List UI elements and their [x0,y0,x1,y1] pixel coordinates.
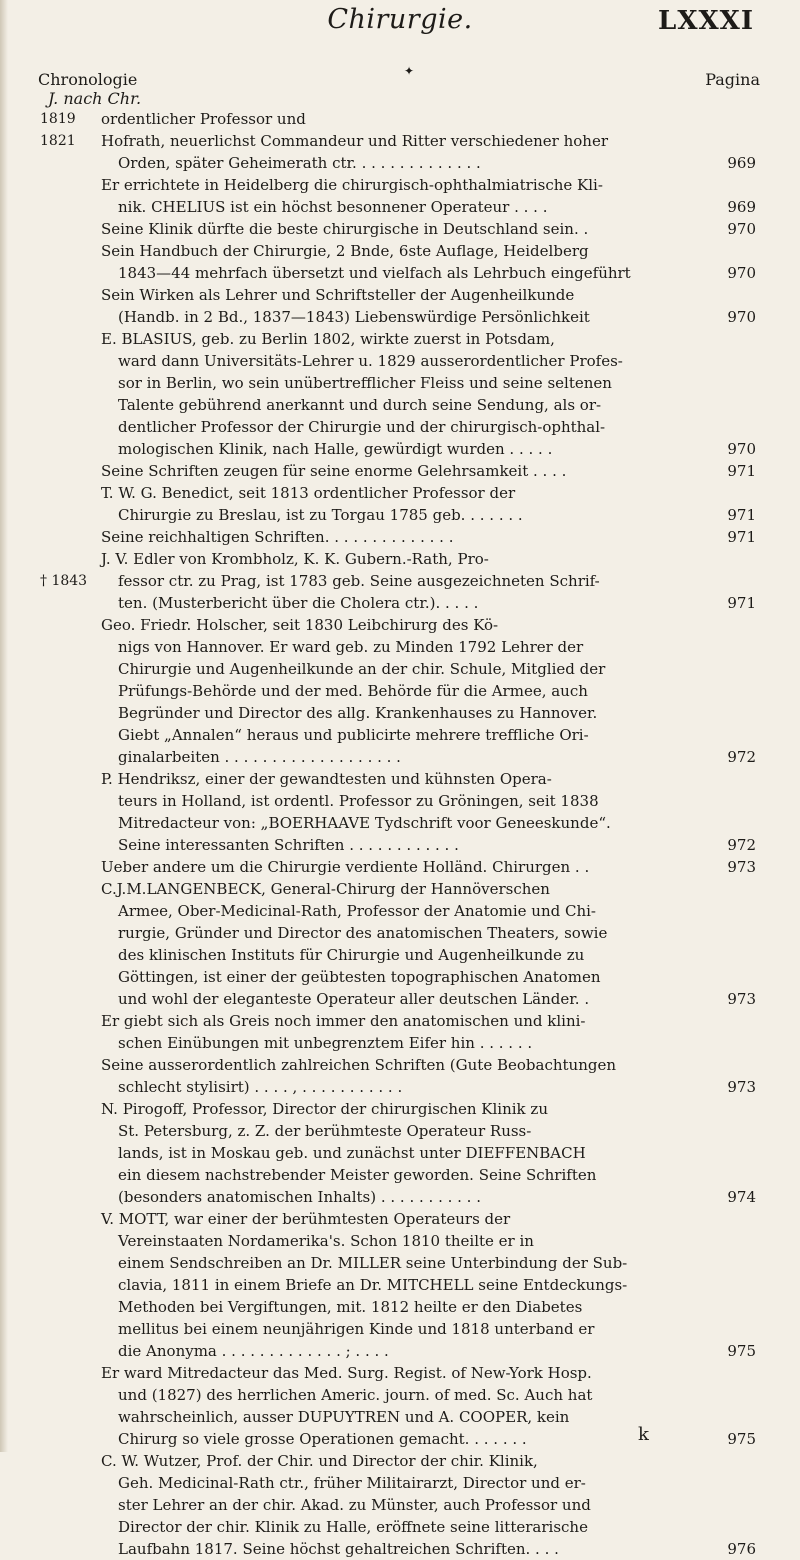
text-line [0,1516,800,1538]
text-line [0,680,800,702]
text-line [0,350,800,372]
line-text: Orden, später Geheimerath ctr. . . . . . . . . . . . . . [118,154,481,172]
text-line [0,438,800,460]
text-line [0,1142,800,1164]
text-line [0,944,800,966]
line-text: ster Lehrer an der chir. Akad. zu Münster, auch Professor und [118,1496,591,1514]
line-text: und (1827) des herrlichen Americ. journ. of med. Sc. Auch hat [118,1386,593,1404]
line-text: Seine reichhaltigen Schriften. . . . . . . . . . . . . . [101,528,454,546]
line-text: und wohl der eleganteste Operateur aller deutschen Länder. . [118,990,590,1008]
page-number: 975 [727,1342,756,1360]
line-text: T. W. G. Benedict, seit 1813 ordentlicher Professor der [101,484,516,502]
page-number: 972 [727,836,756,854]
text-line [0,284,800,306]
text-line [0,1362,800,1384]
text-line [0,306,800,328]
line-text: ein diesem nachstrebender Meister geworden. Seine Schriften [118,1166,597,1184]
line-text: Talente gebührend anerkannt und durch seine Sendung, als or- [118,396,602,414]
line-text: wahrscheinlich, ausser DUPUYTREN und A. COOPER, kein [118,1408,570,1426]
text-line [0,1076,800,1098]
line-text: Methoden bei Vergiftungen, mit. 1812 heilte er den Diabetes [118,1298,583,1316]
line-text: Göttingen, ist einer der geübtesten topographischen Anatomen [118,968,601,986]
text-line [0,1296,800,1318]
line-text: Er giebt sich als Greis noch immer den anatomischen und klini- [101,1012,586,1030]
line-text: Begründer und Director des allg. Krankenhauses zu Hannover. [118,704,598,722]
line-text: Ueber andere um die Chirurgie verdiente Holländ. Chirurgen . . [101,858,590,876]
text-line [0,636,800,658]
text-line [0,196,800,218]
text-line [0,812,800,834]
text-line [0,592,800,614]
text-line [0,1384,800,1406]
text-line [0,394,800,416]
text-line [0,1318,800,1340]
line-text: sor in Berlin, wo sein unübertrefflicher Fleiss und seine seltenen [118,374,612,392]
text-line [0,702,800,724]
line-text: mellitus bei einem neunjährigen Kinde und 1818 unterband er [118,1320,595,1338]
text-line [0,482,800,504]
running-head [0,4,800,44]
text-line [0,1538,800,1560]
text-line [0,768,800,790]
signature-mark: k [638,1424,649,1445]
page-number: 971 [727,506,756,524]
line-text: Er errichtete in Heidelberg die chirurgisch-ophthalmiatrische Kli- [101,176,603,194]
page-number: 970 [727,220,756,238]
text-line [0,658,800,680]
text-line [0,1252,800,1274]
text-line [0,856,800,878]
text-line [0,548,800,570]
page-number: 973 [727,990,756,1008]
page-number: 969 [727,154,756,172]
line-text: (Handb. in 2 Bd., 1837—1843) Liebenswürdige Persönlichkeit [118,308,590,326]
line-text: Seine ausserordentlich zahlreichen Schriften (Gute Beobachtungen [101,1056,616,1074]
line-text: rurgie, Gründer und Director des anatomischen Theaters, sowie [118,924,608,942]
line-text: Seine Klinik dürfte die beste chirurgische in Deutschland sein. . [101,220,589,238]
line-text: Chirurgie zu Breslau, ist zu Torgau 1785 geb. . . . . . . [118,506,523,524]
text-line [0,1120,800,1142]
text-line [0,262,800,284]
line-text: Armee, Ober-Medicinal-Rath, Professor der Anatomie und Chi- [118,902,597,920]
line-text: Sein Wirken als Lehrer und Schriftsteller der Augenheilkunde [101,286,575,304]
text-line [0,174,800,196]
text-line [0,1274,800,1296]
line-text: die Anonyma . . . . . . . . . . . . . ; . . . . [118,1342,389,1360]
line-text: teurs in Holland, ist ordentl. Professor zu Gröningen, seit 1838 [118,792,599,810]
line-text: Seine interessanten Schriften . . . . . . . . . . . . [118,836,459,854]
line-text: Giebt „Annalen“ heraus und publicirte mehrere treffliche Ori- [118,726,589,744]
text-line [0,724,800,746]
line-text: fessor ctr. zu Prag, ist 1783 geb. Seine ausgezeichneten Schrif- [118,572,600,590]
page-number: 973 [727,1078,756,1096]
line-text: Laufbahn 1817. Seine höchst gehaltreichen Schriften. . . . [118,1540,559,1558]
running-head-title: Chirurgie. [327,4,473,35]
line-text: einem Sendschreiben an Dr. MILLER seine Unterbindung der Sub- [118,1254,628,1272]
text-line [0,1230,800,1252]
text-line [0,922,800,944]
text-line [0,1428,800,1450]
line-text: des klinischen Instituts für Chirurgie und Augenheilkunde zu [118,946,585,964]
text-line [0,460,800,482]
line-text: ward dann Universitäts-Lehrer u. 1829 ausserordentlicher Profes- [118,352,623,370]
year-cell: 1819 [40,111,76,127]
page-number: 971 [727,594,756,612]
text-line [0,416,800,438]
line-text: P. Hendriksz, einer der gewandtesten und kühnsten Opera- [101,770,552,788]
year-cell: † 1843 [40,573,88,589]
page-number: 969 [727,198,756,216]
year-cell: 1821 [40,133,76,149]
line-text: Chirurg so viele grosse Operationen gemacht. . . . . . . [118,1430,527,1448]
line-text: Seine Schriften zeugen für seine enorme Gelehrsamkeit . . . . [101,462,567,480]
line-text: C. W. Wutzer, Prof. der Chir. und Director der chir. Klinik, [101,1452,538,1470]
text-line [0,130,800,152]
page-number: 971 [727,462,756,480]
text-line [0,1208,800,1230]
line-text: Chirurgie und Augenheilkunde an der chir. Schule, Mitglied der [118,660,606,678]
pagina-heading: Pagina [705,70,760,89]
text-line [0,1494,800,1516]
line-text: J. V. Edler von Krombholz, K. K. Gubern.-Rath, Pro- [101,550,489,568]
line-text: clavia, 1811 in einem Briefe an Dr. MITCHELL seine Entdeckungs- [118,1276,628,1294]
chronology-title: Chronologie [38,70,138,89]
line-text: Prüfungs-Behörde und der med. Behörde für die Armee, auch [118,682,588,700]
text-line [0,746,800,768]
text-line [0,1054,800,1076]
chronology-heading [38,70,141,108]
line-text: 1843—44 mehrfach übersetzt und vielfach als Lehrbuch eingeführt [118,264,631,282]
text-line [0,1164,800,1186]
line-text: dentlicher Professor der Chirurgie und der chirurgisch-ophthal- [118,418,606,436]
page-number: 976 [727,1540,756,1558]
line-text: mologischen Klinik, nach Halle, gewürdigt wurden . . . . . [118,440,553,458]
text-line [0,988,800,1010]
text-line [0,328,800,350]
chronology-subtitle: J. nach Chr. [48,89,142,108]
text-line [0,1032,800,1054]
line-text: Geo. Friedr. Holscher, seit 1830 Leibchirurg des Kö- [101,616,499,634]
text-line [0,614,800,636]
line-text: (besonders anatomischen Inhalts) . . . . . . . . . . . [118,1188,481,1206]
line-text: E. BLASIUS, geb. zu Berlin 1802, wirkte zuerst in Potsdam, [101,330,555,348]
text-line [0,1450,800,1472]
entry-list [0,108,800,1560]
ornament-mark: ✦ [404,64,415,78]
text-line [0,372,800,394]
line-text: ordentlicher Professor und [101,110,306,128]
page-number: 971 [727,528,756,546]
page-number: 973 [727,858,756,876]
line-text: St. Petersburg, z. Z. der berühmteste Operateur Russ- [118,1122,532,1140]
page-folio: LXXXI [658,6,754,36]
line-text: schlecht stylisirt) . . . . , . . . . . . . . . . . [118,1078,403,1096]
text-line [0,1406,800,1428]
line-text: nik. CHELIUS ist ein höchst besonnener Operateur . . . . [118,198,548,216]
page-number: 970 [727,440,756,458]
text-line [0,878,800,900]
line-text: schen Einübungen mit unbegrenztem Eifer hin . . . . . . [118,1034,533,1052]
page-number: 970 [727,264,756,282]
text-line [0,1340,800,1362]
line-text: Vereinstaaten Nordamerika's. Schon 1810 theilte er in [118,1232,534,1250]
text-line [0,240,800,262]
line-text: C.J.M.LANGENBECK, General-Chirurg der Hannöverschen [101,880,550,898]
text-line [0,1472,800,1494]
line-text: Geh. Medicinal-Rath ctr., früher Militairarzt, Director und er- [118,1474,586,1492]
line-text: Mitredacteur von: „BOERHAAVE Tydschrift voor Geneeskunde“. [118,814,611,832]
line-text: N. Pirogoff, Professor, Director der chirurgischen Klinik zu [101,1100,548,1118]
text-line [0,900,800,922]
text-line [0,1186,800,1208]
line-text: Sein Handbuch der Chirurgie, 2 Bnde, 6ste Auflage, Heidelberg [101,242,589,260]
text-line [0,1098,800,1120]
text-line [0,1010,800,1032]
text-line [0,790,800,812]
text-line [0,218,800,240]
page-number: 975 [727,1430,756,1448]
text-line [0,504,800,526]
line-text: nigs von Hannover. Er ward geb. zu Minden 1792 Lehrer der [118,638,584,656]
line-text: Director der chir. Klinik zu Halle, eröffnete seine litterarische [118,1518,588,1536]
text-line [0,570,800,592]
text-line [0,526,800,548]
page-number: 970 [727,308,756,326]
line-text: ginalarbeiten . . . . . . . . . . . . . . . . . . . [118,748,401,766]
page-number: 974 [727,1188,756,1206]
line-text: Er ward Mitredacteur das Med. Surg. Regist. of New-York Hosp. [101,1364,592,1382]
text-line [0,834,800,856]
line-text: Hofrath, neuerlichst Commandeur und Ritter verschiedener hoher [101,132,608,150]
line-text: ten. (Musterbericht über die Cholera ctr.). . . . . [118,594,479,612]
page-number: 972 [727,748,756,766]
line-text: lands, ist in Moskau geb. und zunächst unter DIEFFENBACH [118,1144,586,1162]
text-line [0,966,800,988]
text-line [0,152,800,174]
text-line [0,108,800,130]
line-text: V. MOTT, war einer der berühmtesten Operateurs der [101,1210,511,1228]
